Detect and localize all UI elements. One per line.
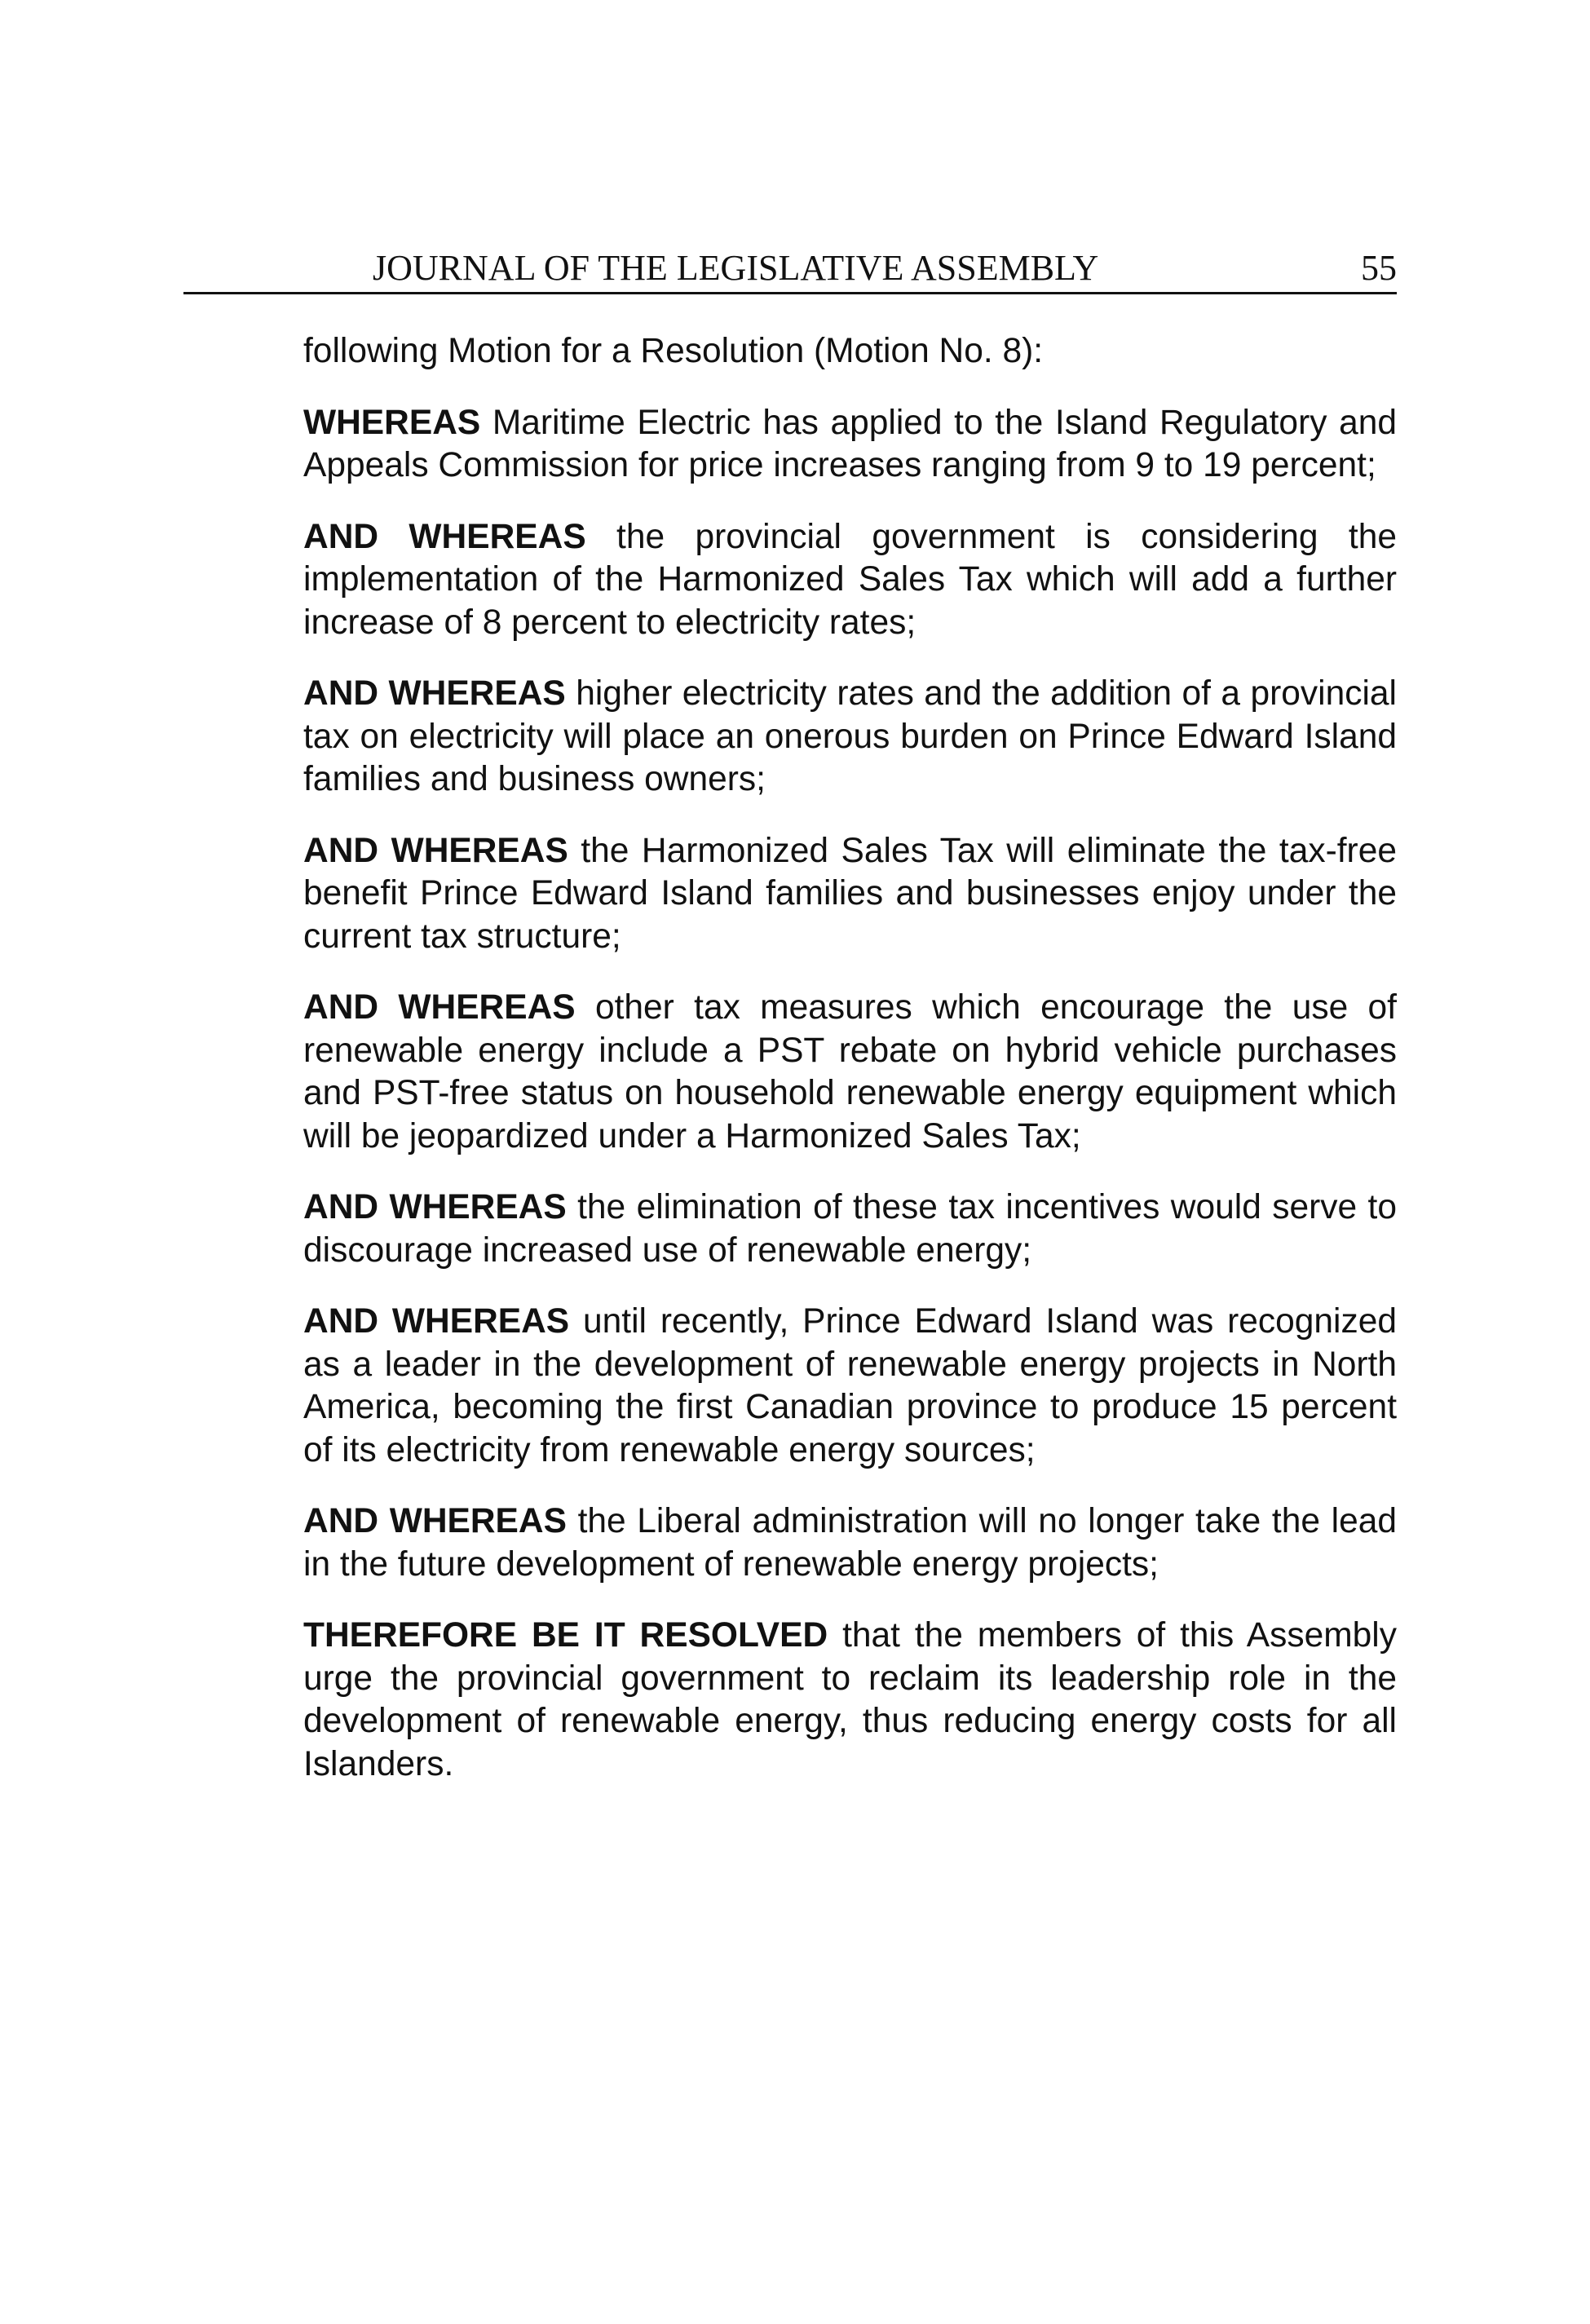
- clause-lead: WHEREAS: [303, 403, 481, 442]
- clause-text: higher electricity rates and the addition of a provincial tax on electricity will place an onerous burden on Prince Edward Island families and business owners;: [303, 674, 1398, 798]
- whereas-clause-5: [303, 987, 1397, 1158]
- header-rule: [183, 292, 1397, 294]
- motion-intro: following Motion for a Resolution (Motion No. 8):: [303, 332, 1044, 370]
- clause-text: until recently, Prince Edward Island was recognized as a leader in the development of renewable energy projects in North America, becoming the first Canadian province to produce 15 percent of its electricity from renewable energy sources;: [303, 1302, 1397, 1469]
- resolution-clause: [303, 1615, 1397, 1786]
- clause-lead: AND WHEREAS: [303, 1502, 567, 1540]
- whereas-clause-4: [303, 830, 1397, 959]
- clause-text: Maritime Electric has applied to the Island Regulatory and Appeals Commission for price increases ranging from 9 to 19 percent;: [303, 403, 1397, 484]
- whereas-clause-6: [303, 1186, 1397, 1272]
- whereas-clause-8: [303, 1500, 1397, 1586]
- clause-lead: AND WHEREAS: [303, 831, 568, 870]
- clause-lead: AND WHEREAS: [303, 674, 566, 713]
- clause-text: the elimination of these tax incentives would serve to discourage increased use of renewable energy;: [303, 1188, 1397, 1270]
- clause-text: the Liberal administration will no longer take the lead in the future development of renewable energy projects;: [303, 1502, 1397, 1584]
- clause-text: other tax measures which encourage the use of renewable energy include a PST rebate on hybrid vehicle purchases and PST-free status on household renewable energy equipment which will be jeopardized under a Harmonized Sales Tax;: [303, 988, 1397, 1155]
- whereas-clause-3: [303, 673, 1397, 802]
- journal-title: JOURNAL OF THE LEGISLATIVE ASSEMBLY: [373, 248, 1099, 288]
- whereas-clause-1: [303, 402, 1397, 488]
- clause-lead: AND WHEREAS: [303, 988, 576, 1027]
- clause-lead: AND WHEREAS: [303, 1188, 567, 1226]
- clause-text: the provincial government is considering the implementation of the Harmonized Sales Tax which will add a further increase of 8 percent to electricity rates;: [303, 517, 1397, 642]
- running-head: [183, 241, 1397, 295]
- clause-lead: THEREFORE BE IT RESOLVED: [303, 1616, 828, 1655]
- page-number: 55: [1361, 248, 1397, 288]
- motion-text: [303, 330, 1397, 1814]
- clause-lead: AND WHEREAS: [303, 1302, 570, 1341]
- clause-text: the Harmonized Sales Tax will eliminate the tax-free benefit Prince Edward Island families and businesses enjoy under the current tax structure;: [303, 831, 1397, 956]
- whereas-clause-7: [303, 1301, 1397, 1472]
- clause-lead: AND WHEREAS: [303, 517, 586, 556]
- whereas-clause-2: [303, 516, 1397, 645]
- clause-text: that the members of this Assembly urge the provincial government to reclaim its leadership role in the development of renewable energy, thus reducing energy costs for all Islanders.: [303, 1616, 1398, 1783]
